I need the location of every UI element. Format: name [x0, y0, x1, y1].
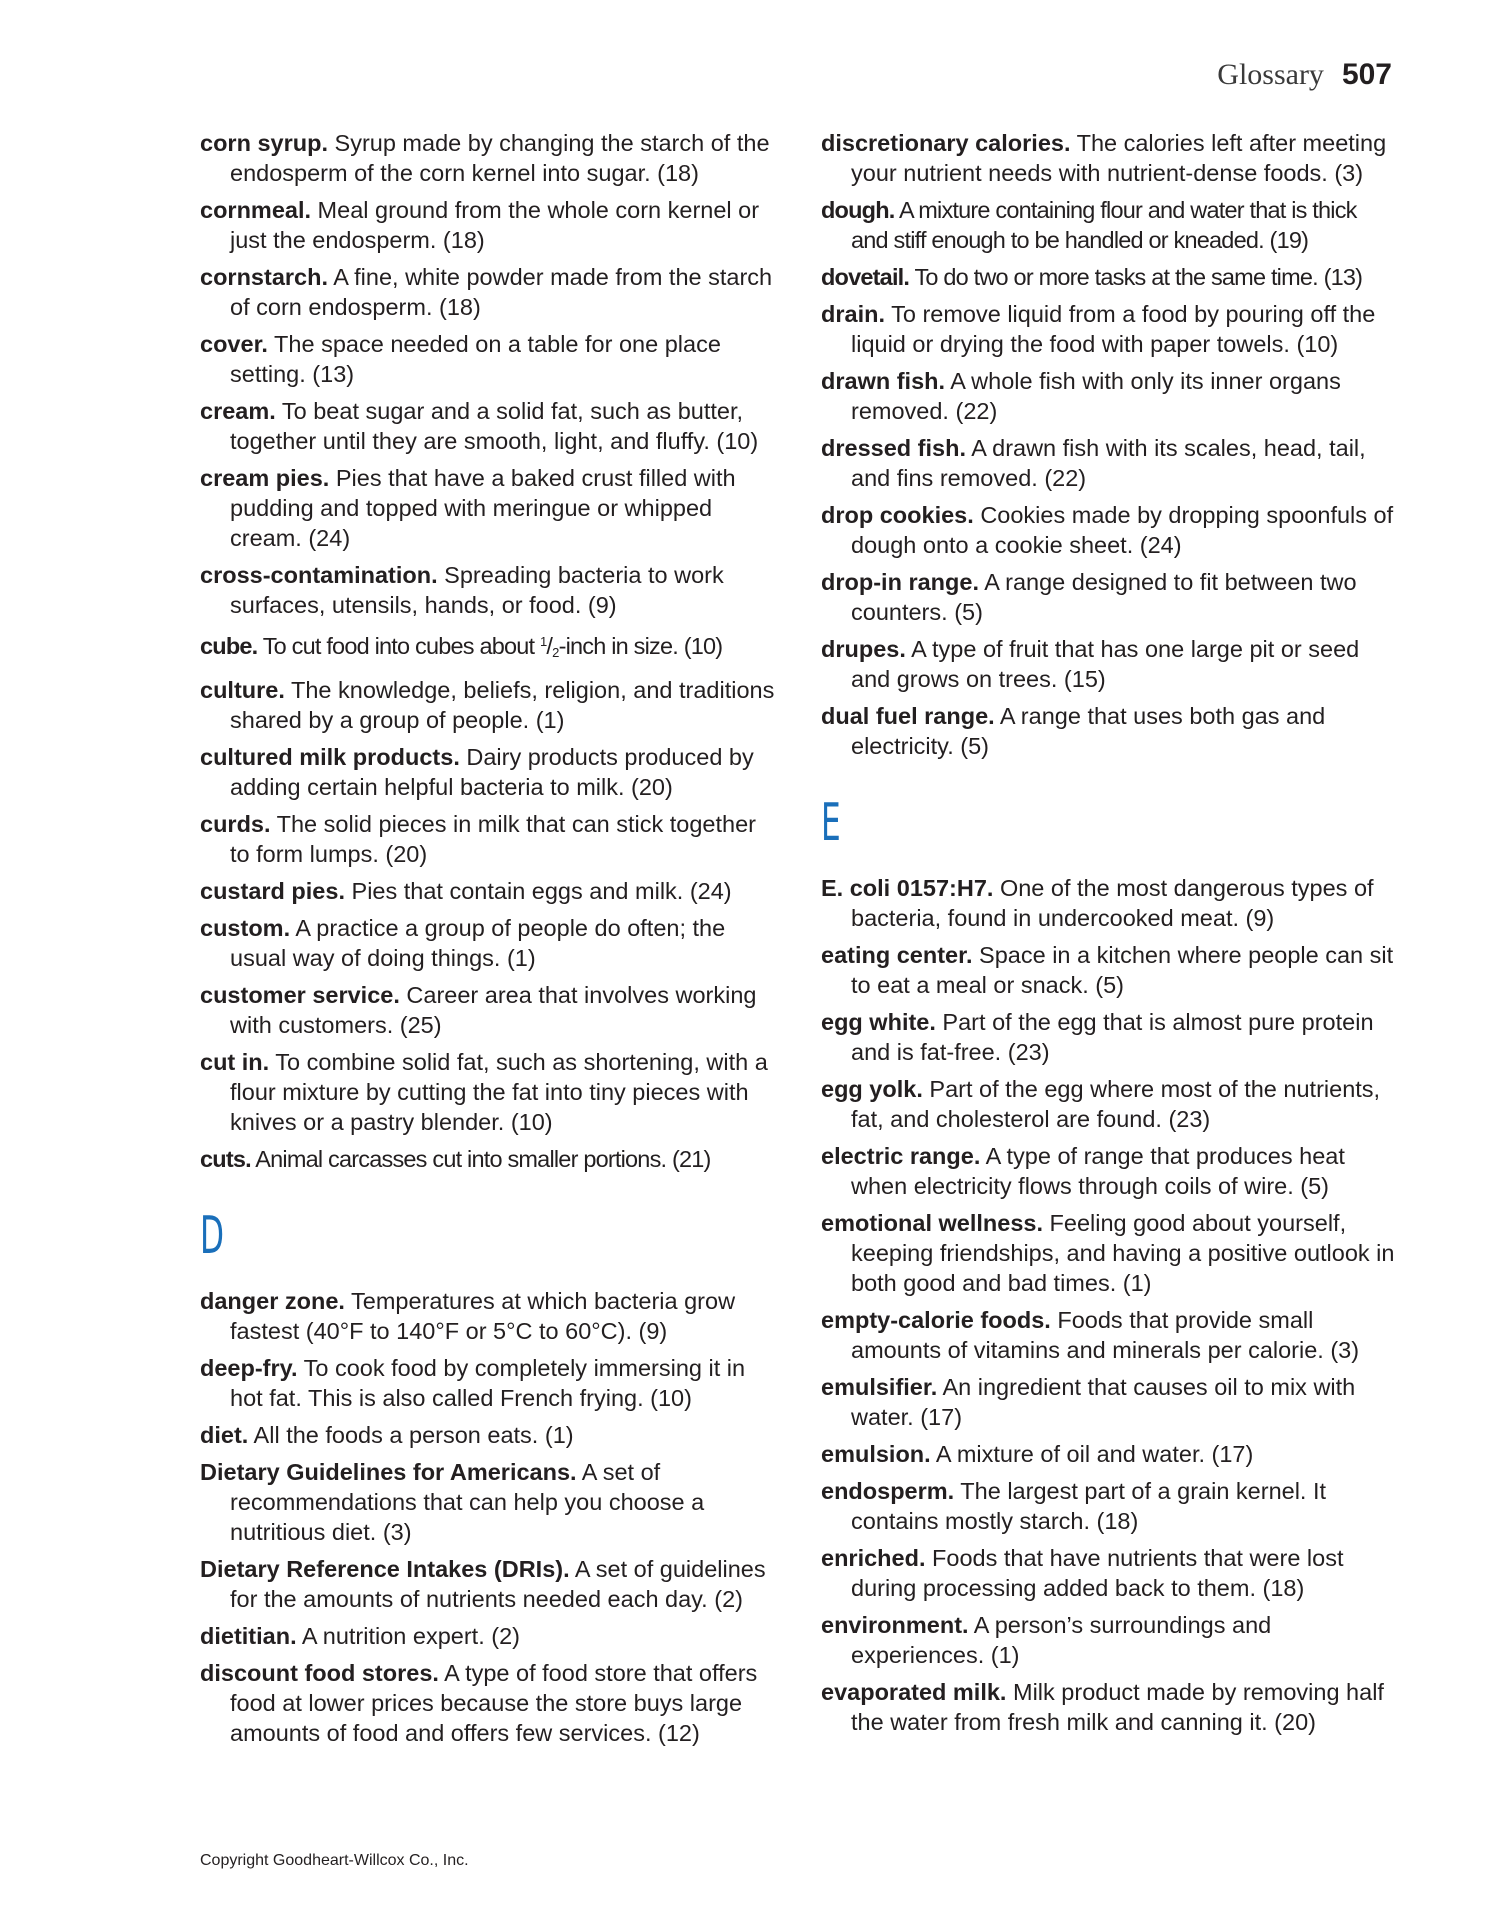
fraction-numerator: 1 [539, 634, 547, 649]
glossary-entry [200, 913, 775, 973]
glossary-term: eating center. [821, 942, 973, 968]
glossary-definition: Foods that have nutrients that were lost during processing added back to them. (18) [851, 1545, 1344, 1601]
glossary-definition: A range that uses both gas and electricity. (5) [851, 703, 1326, 759]
glossary-term: enriched. [821, 1545, 926, 1571]
glossary-entry [821, 262, 1396, 292]
glossary-definition: The largest part of a grain kernel. It contains mostly starch. (18) [851, 1478, 1327, 1534]
glossary-entry [200, 1144, 775, 1174]
page-number: 507 [1341, 58, 1392, 91]
running-head [1217, 58, 1392, 92]
glossary-term: deep-fry. [200, 1355, 298, 1381]
glossary-term: drop cookies. [821, 502, 974, 528]
glossary-definition: An ingredient that causes oil to mix with water. (17) [851, 1374, 1356, 1430]
glossary-definition: Dairy products produced by adding certain helpful bacteria to milk. (20) [230, 744, 754, 800]
glossary-term: drain. [821, 301, 885, 327]
glossary-definition: One of the most dangerous types of bacteria, found in undercooked meat. (9) [851, 875, 1374, 931]
glossary-definition: A type of range that produces heat when electricity flows through coils of wire. (5) [851, 1143, 1345, 1199]
glossary-term: E. coli 0157:H7. [821, 875, 994, 901]
glossary-term: customer service. [200, 982, 400, 1008]
glossary-entry [821, 1476, 1396, 1536]
glossary-definition: A type of food store that offers food at lower prices because the store buys large amounts of food and offers few services. (12) [230, 1660, 758, 1746]
glossary-term: dietitian. [200, 1623, 297, 1649]
glossary-entry [200, 396, 775, 456]
glossary-definition: Career area that involves working with customers. (25) [230, 982, 757, 1038]
glossary-term: cube. [200, 633, 258, 659]
glossary-definition: Meal ground from the whole corn kernel or just the endosperm. (18) [230, 197, 760, 253]
glossary-entry [200, 195, 775, 255]
section-letter-e: E [821, 793, 841, 853]
glossary-entry [821, 1677, 1396, 1737]
glossary-entry [200, 1420, 775, 1450]
glossary-entry [821, 1543, 1396, 1603]
glossary-term: drupes. [821, 636, 906, 662]
glossary-term: diet. [200, 1422, 249, 1448]
glossary-definition: A drawn fish with its scales, head, tail, and fins removed. (22) [851, 435, 1366, 491]
glossary-definition: To combine solid fat, such as shortening, with a flour mixture by cutting the fat into tiny pieces with knives or a pastry blender. (10) [230, 1049, 768, 1135]
glossary-term: cultured milk products. [200, 744, 460, 770]
glossary-term: egg white. [821, 1009, 936, 1035]
glossary-term: cut in. [200, 1049, 270, 1075]
fraction [540, 633, 559, 659]
glossary-term: custard pies. [200, 878, 345, 904]
glossary-definition: A nutrition expert. (2) [296, 1623, 520, 1649]
left-column [200, 128, 775, 1755]
glossary-entry [821, 366, 1396, 426]
glossary-term: cross-contamination. [200, 562, 438, 588]
glossary-entry [821, 128, 1396, 188]
glossary-entry [200, 742, 775, 802]
glossary-definition: To cook food by completely immersing it in hot fat. This is also called French frying. (10) [230, 1355, 746, 1411]
section-letter-d: D [200, 1206, 225, 1266]
glossary-definition: Part of the egg where most of the nutrients, fat, and cholesterol are found. (23) [851, 1076, 1381, 1132]
glossary-definition: Temperatures at which bacteria grow fastest (40°F to 140°F or 5°C to 60°C). (9) [230, 1288, 736, 1344]
entry-list [821, 128, 1396, 761]
glossary-entry [821, 1007, 1396, 1067]
glossary-definition: Pies that contain eggs and milk. (24) [344, 878, 732, 904]
glossary-definition: To remove liquid from a food by pouring off the liquid or drying the food with paper towels. (10) [851, 301, 1376, 357]
entry-list [200, 675, 775, 1174]
entry-list [821, 873, 1396, 1737]
glossary-entry [821, 1439, 1396, 1469]
glossary-term: corn syrup. [200, 130, 328, 156]
glossary-term: custom. [200, 915, 291, 941]
glossary-entry [200, 262, 775, 322]
glossary-entry [200, 627, 775, 668]
glossary-term: dovetail. [821, 264, 910, 290]
glossary-entry [200, 560, 775, 620]
glossary-entry [821, 433, 1396, 493]
glossary-entry [821, 1208, 1396, 1298]
glossary-definition: A fine, white powder made from the starch of corn endosperm. (18) [230, 264, 773, 320]
glossary-term: endosperm. [821, 1478, 955, 1504]
glossary-definition: Animal carcasses cut into smaller portions. (21) [250, 1146, 711, 1172]
glossary-term: curds. [200, 811, 271, 837]
glossary-term: dual fuel range. [821, 703, 995, 729]
glossary-entry [200, 463, 775, 553]
glossary-entry [821, 1372, 1396, 1432]
glossary-definition: The solid pieces in milk that can stick together to form lumps. (20) [230, 811, 756, 867]
glossary-entry [200, 1621, 775, 1651]
glossary-entry [821, 634, 1396, 694]
glossary-definition: Feeling good about yourself, keeping friendships, and having a positive outlook in both good and bad times. (1) [851, 1210, 1395, 1296]
glossary-term: evaporated milk. [821, 1679, 1007, 1705]
glossary-definition: All the foods a person eats. (1) [248, 1422, 574, 1448]
glossary-entry [200, 329, 775, 389]
glossary-entry [821, 1305, 1396, 1365]
glossary-entry [821, 940, 1396, 1000]
glossary-term: cuts. [200, 1146, 251, 1172]
glossary-entry [821, 195, 1396, 255]
glossary-entry [821, 299, 1396, 359]
glossary-term: cover. [200, 331, 268, 357]
glossary-entry [821, 701, 1396, 761]
glossary-term: danger zone. [200, 1288, 345, 1314]
glossary-definition: A range designed to fit between two counters. (5) [851, 569, 1357, 625]
glossary-term: electric range. [821, 1143, 981, 1169]
glossary-entry [200, 1457, 775, 1547]
glossary-entry [200, 980, 775, 1040]
glossary-term: emotional wellness. [821, 1210, 1044, 1236]
glossary-definition: The space needed on a table for one place setting. (13) [230, 331, 721, 387]
glossary-entry [821, 1074, 1396, 1134]
glossary-term: dough. [821, 197, 895, 223]
glossary-entry [200, 1554, 775, 1614]
glossary-entry [200, 675, 775, 735]
glossary-term: egg yolk. [821, 1076, 923, 1102]
glossary-definition: Part of the egg that is almost pure protein and is fat-free. (23) [851, 1009, 1374, 1065]
glossary-term: discount food stores. [200, 1660, 439, 1686]
glossary-term: environment. [821, 1612, 969, 1638]
glossary-entry [821, 1141, 1396, 1201]
glossary-entry [821, 873, 1396, 933]
glossary-definition: A person’s surroundings and experiences. (1) [851, 1612, 1272, 1668]
glossary-definition: A set of guidelines for the amounts of nutrients needed each day. (2) [230, 1556, 766, 1612]
glossary-term: Dietary Reference Intakes (DRIs). [200, 1556, 570, 1582]
glossary-definition: A mixture of oil and water. (17) [930, 1441, 1254, 1467]
glossary-entry [200, 809, 775, 869]
section-name: Glossary [1217, 58, 1324, 91]
glossary-definition: A practice a group of people do often; the usual way of doing things. (1) [230, 915, 726, 971]
glossary-definition: Syrup made by changing the starch of the endosperm of the corn kernel into sugar. (18) [230, 130, 770, 186]
glossary-term: cream pies. [200, 465, 330, 491]
glossary-entry [200, 1658, 775, 1748]
glossary-term: culture. [200, 677, 285, 703]
glossary-definition: Milk product made by removing half the water from fresh milk and canning it. (20) [851, 1679, 1384, 1735]
glossary-definition: A mixture containing flour and water that is thick and stiff enough to be handled or kneaded. (19) [851, 197, 1357, 253]
glossary-definition: To cut food into cubes about [257, 633, 540, 659]
glossary-term: emulsifier. [821, 1374, 938, 1400]
glossary-entry [200, 1047, 775, 1137]
glossary-definition: A whole fish with only its inner organs removed. (22) [851, 368, 1341, 424]
glossary-definition: Space in a kitchen where people can sit to eat a meal or snack. (5) [851, 942, 1394, 998]
glossary-definition: The knowledge, beliefs, religion, and traditions shared by a group of people. (1) [230, 677, 775, 733]
glossary-entry [200, 1286, 775, 1346]
glossary-entry [200, 876, 775, 906]
glossary-definition: -inch in size. (10) [558, 633, 723, 659]
glossary-definition: To beat sugar and a solid fat, such as butter, together until they are smooth, light, and fluffy. (10) [230, 398, 759, 454]
glossary-definition: Cookies made by dropping spoonfuls of dough onto a cookie sheet. (24) [851, 502, 1394, 558]
glossary-term: drop-in range. [821, 569, 979, 595]
right-column [821, 128, 1396, 1744]
glossary-entry [821, 1610, 1396, 1670]
glossary-entry [200, 1353, 775, 1413]
glossary-term: emulsion. [821, 1441, 931, 1467]
glossary-term: dressed fish. [821, 435, 966, 461]
glossary-definition: Pies that have a baked crust filled with pudding and topped with meringue or whipped cream. (24) [230, 465, 736, 551]
glossary-term: empty-calorie foods. [821, 1307, 1051, 1333]
glossary-definition: A set of recommendations that can help you choose a nutritious diet. (3) [230, 1459, 705, 1545]
glossary-entry [821, 567, 1396, 627]
fraction-denominator: 2 [552, 645, 559, 660]
glossary-definition: Spreading bacteria to work surfaces, utensils, hands, or food. (9) [230, 562, 724, 618]
entry-list [200, 1286, 775, 1748]
copyright-notice: Copyright Goodheart-Willcox Co., Inc. [200, 1852, 469, 1869]
entry-list [200, 128, 775, 620]
glossary-term: cornmeal. [200, 197, 312, 223]
glossary-definition: Foods that provide small amounts of vitamins and minerals per calorie. (3) [851, 1307, 1360, 1363]
glossary-term: discretionary calories. [821, 130, 1071, 156]
glossary-definition: To do two or more tasks at the same time. (13) [909, 264, 1363, 290]
glossary-term: cream. [200, 398, 276, 424]
glossary-entry [200, 128, 775, 188]
glossary-definition: A type of fruit that has one large pit or seed and grows on trees. (15) [851, 636, 1360, 692]
glossary-term: cornstarch. [200, 264, 328, 290]
glossary-term: drawn fish. [821, 368, 946, 394]
glossary-definition: The calories left after meeting your nutrient needs with nutrient-dense foods. (3) [851, 130, 1387, 186]
glossary-entry [821, 500, 1396, 560]
glossary-term: Dietary Guidelines for Americans. [200, 1459, 577, 1485]
fraction-slash: / [546, 633, 553, 659]
